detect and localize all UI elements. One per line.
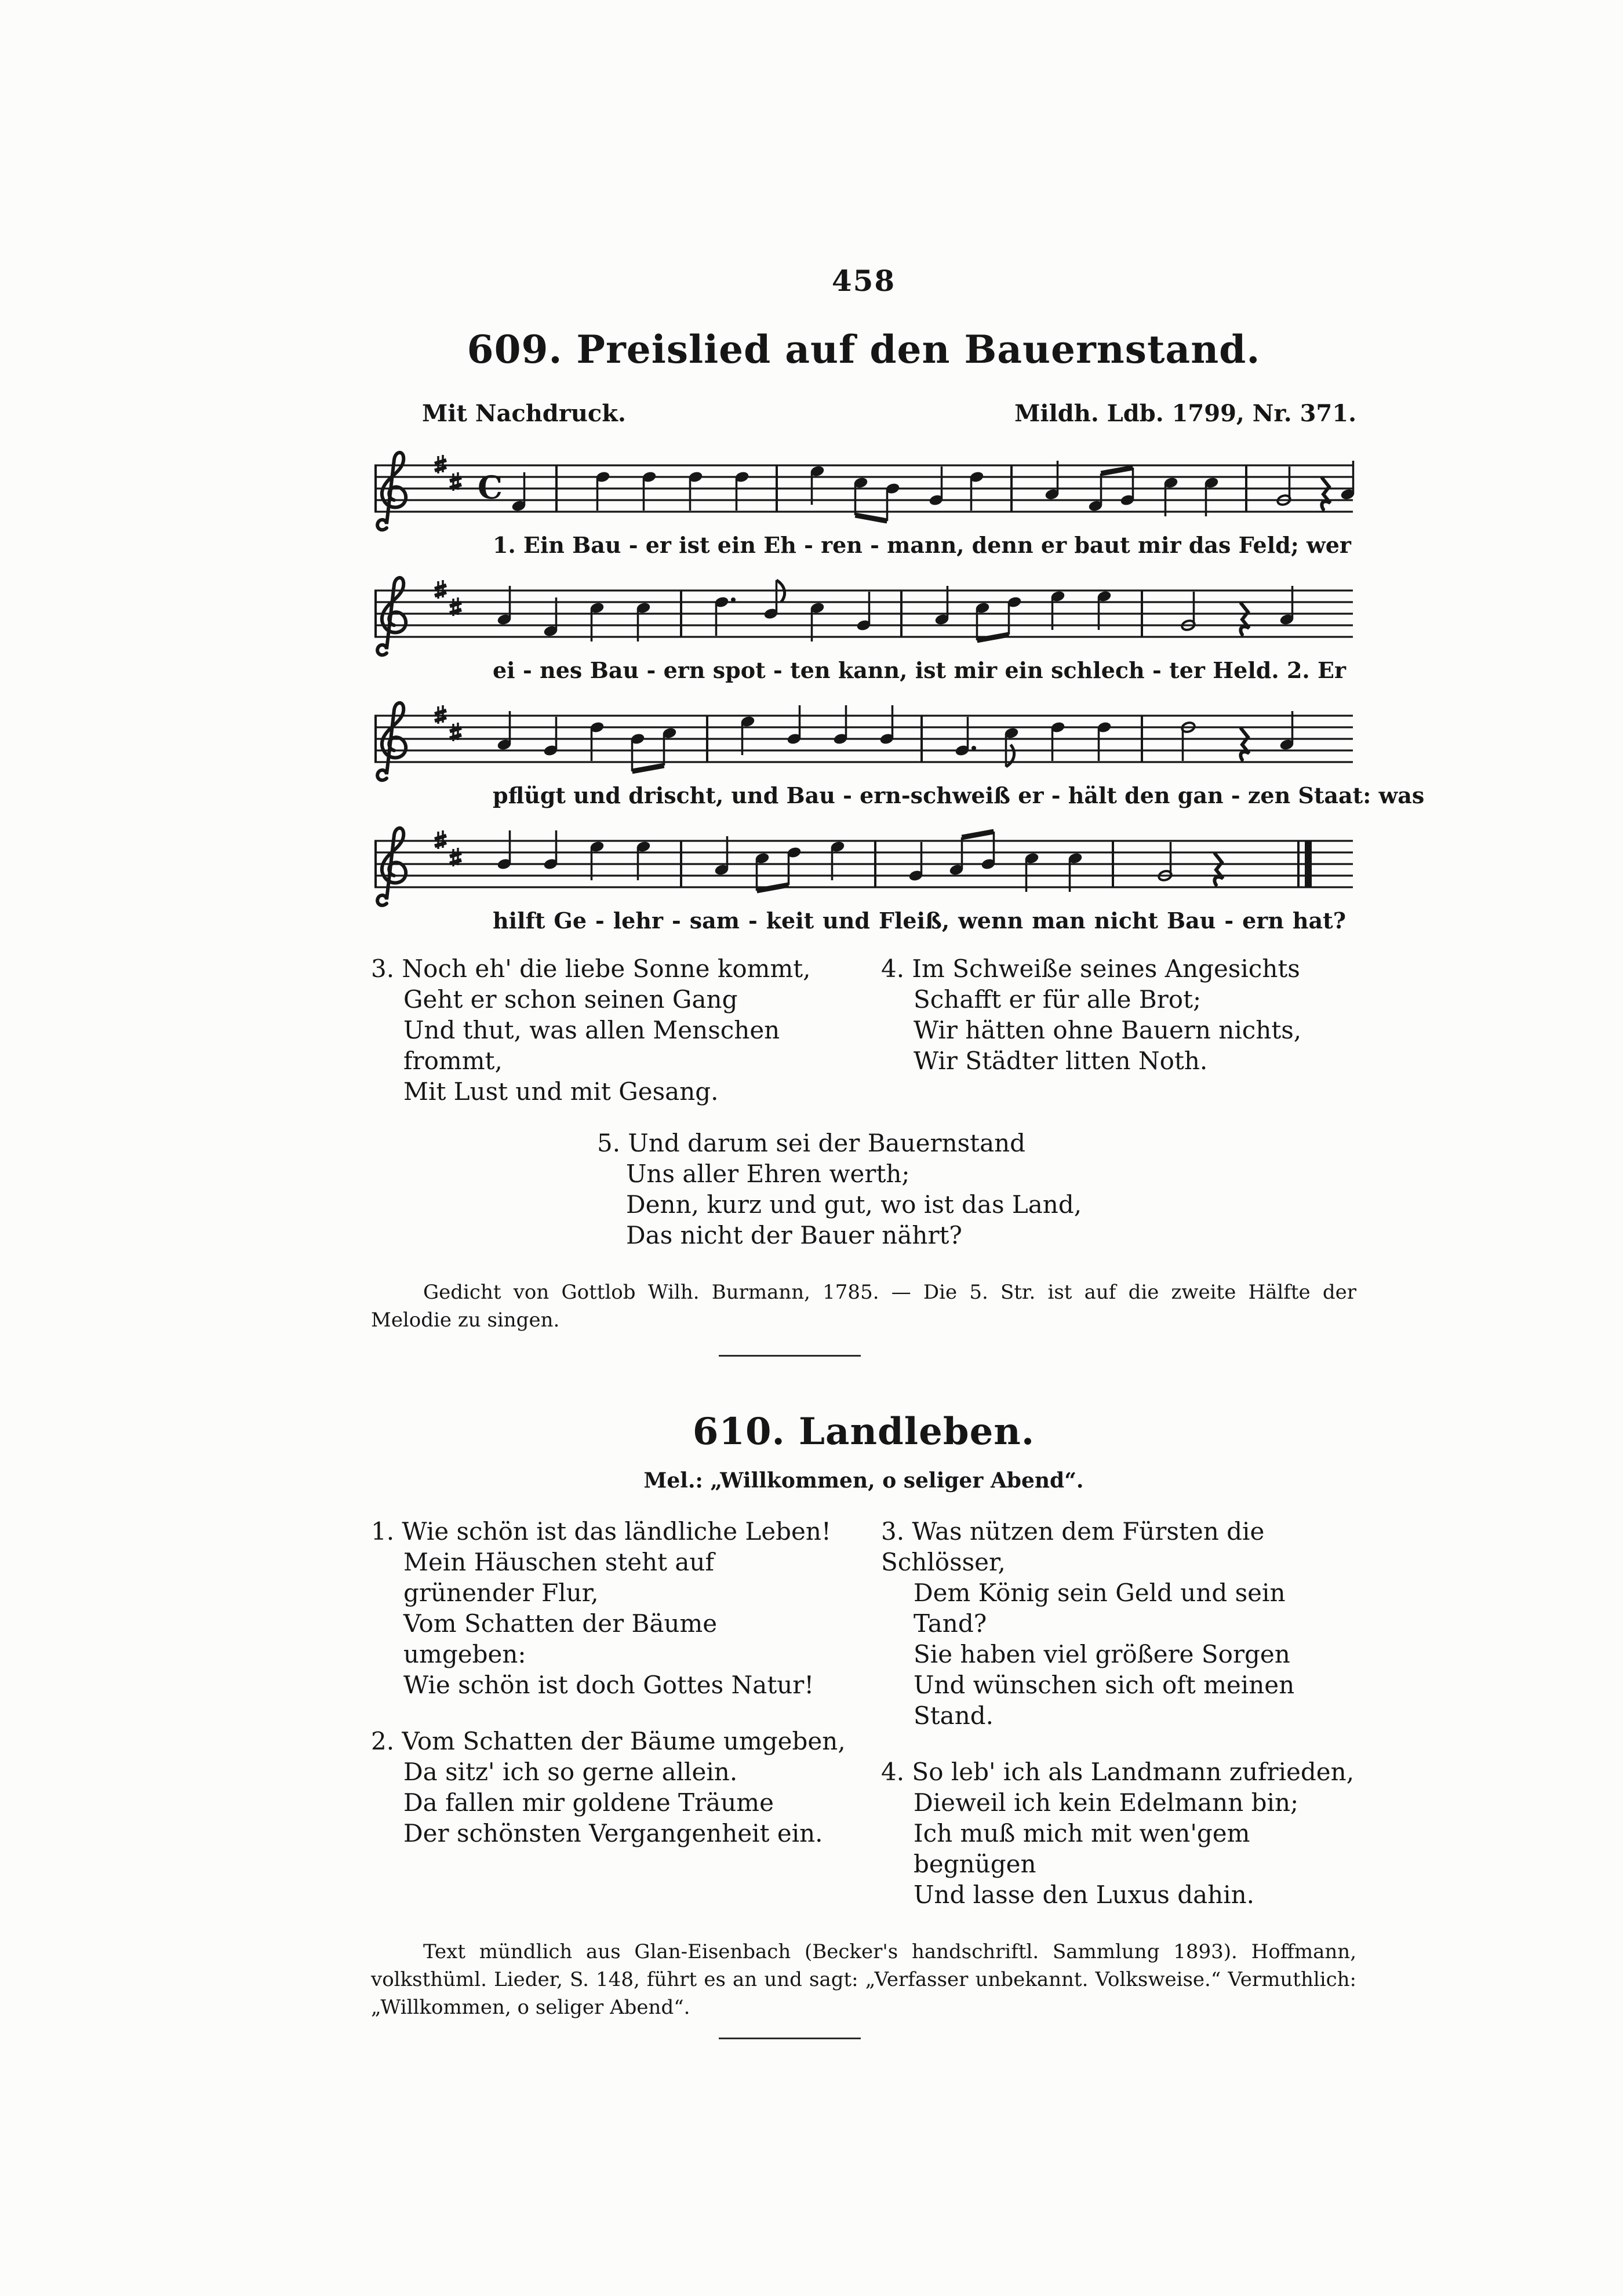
verse-line: Der schönsten Vergangenheit ein. <box>403 1819 823 1847</box>
verse-column-left <box>371 953 846 1107</box>
music-notation <box>371 441 1425 936</box>
page-content <box>371 0 1425 2039</box>
footnote-line: volksthüml. Lieder, S. 148, führt es an und sagt: „Verfasser unbekannt. Volksweise.“ Vermuthlich: <box>371 1968 1356 1991</box>
verse-line: Denn, kurz und gut, wo ist das Land, <box>626 1190 1082 1219</box>
music-staff <box>371 691 1356 783</box>
footnote-line: Gedicht von Gottlob Wilh. Burmann, 1785. — Die 5. Str. ist auf die zweite Hälfte der <box>423 1281 1356 1304</box>
verses-610-row <box>371 1516 1356 1910</box>
verse-line: Und wünschen sich oft meinen Stand. <box>914 1671 1295 1730</box>
song-609-title: 609. Preislied auf den Bauernstand. <box>467 327 1261 372</box>
page-number: 458 <box>831 264 896 298</box>
lyrics-line: pflügt und drischt, und Bau - ern-schweiß er - hält den gan - zen Staat: was <box>493 782 1425 808</box>
verse-line: Uns aller Ehren werth; <box>626 1160 910 1188</box>
verse-line: 4. Im Schweiße seines Angesichts <box>881 954 1300 983</box>
music-system <box>371 441 1356 560</box>
verse-line: 5. Und darum sei der Bauernstand <box>597 1129 1026 1157</box>
lyrics-line: hilft Ge - lehr - sam - keit und Fleiß, wenn man nicht Bau - ern hat? <box>493 908 1346 934</box>
svg-text:C: C <box>478 469 503 506</box>
music-system <box>371 691 1425 811</box>
verse-line: 3. Noch eh' die liebe Sonne kommt, <box>371 954 811 983</box>
music-staff <box>371 566 1356 658</box>
verse-1 <box>371 1516 846 1700</box>
verse-line: Und lasse den Luxus dahin. <box>914 1880 1254 1909</box>
footnote-line: Text mündlich aus Glan-Eisenbach (Becker's handschriftl. Sammlung 1893). Hoffmann, <box>423 1940 1356 1963</box>
verse-line: Wie schön ist doch Gottes Natur! <box>403 1671 814 1699</box>
verse-4 <box>881 1756 1356 1910</box>
tempo-marking: Mit Nachdruck. <box>422 400 626 427</box>
verse-line: Dem König sein Geld und sein Tand? <box>914 1579 1286 1638</box>
music-staff <box>371 441 1356 533</box>
footnote-610 <box>371 1938 1356 2021</box>
verse-3 <box>881 1516 1356 1731</box>
section-divider <box>719 1355 861 1357</box>
bottom-divider <box>719 2038 861 2039</box>
footnote-line: „Willkommen, o seliger Abend“. <box>371 1996 690 2019</box>
verse-2 <box>371 1726 846 1849</box>
music-system <box>371 566 1356 686</box>
verse-line: Wir Städter litten Noth. <box>914 1047 1208 1075</box>
verse-line: Wir hätten ohne Bauern nichts, <box>914 1016 1302 1044</box>
verse-line: Und thut, was allen Menschen frommt, <box>403 1016 780 1075</box>
verse-line: 3. Was nützen dem Fürsten die Schlösser, <box>881 1517 1265 1576</box>
footnote-609 <box>371 1278 1356 1334</box>
verse-line: Da fallen mir goldene Träume <box>403 1788 774 1817</box>
footnote-line: Melodie zu singen. <box>371 1309 560 1332</box>
verse-line: 1. Wie schön ist das ländliche Leben! <box>371 1517 831 1546</box>
verse-column-left <box>371 1516 846 1910</box>
verse-line: Sie haben viel größere Sorgen <box>914 1640 1290 1668</box>
song-610-title: 610. Landleben. <box>692 1410 1035 1453</box>
verse-line: Da sitz' ich so gerne allein. <box>403 1758 738 1786</box>
music-staff <box>371 817 1356 908</box>
verse-column-right <box>881 953 1356 1107</box>
verse-line: Das nicht der Bauer nährt? <box>626 1221 962 1249</box>
verse-line: Ich muß mich mit wen'gem begnügen <box>914 1819 1250 1878</box>
verse-line: 2. Vom Schatten der Bäume umgeben, <box>371 1727 846 1755</box>
verse-4 <box>881 953 1356 1076</box>
verse-5 <box>597 1128 1356 1251</box>
verse-column-right <box>881 1516 1356 1910</box>
source-attribution: Mildh. Ldb. 1799, Nr. 371. <box>1014 400 1356 427</box>
verse-line: Schafft er für alle Brot; <box>914 985 1202 1014</box>
verse-line: Mein Häuschen steht auf grünender Flur, <box>403 1548 714 1607</box>
melody-reference: Mel.: „Willkommen, o seliger Abend“. <box>643 1468 1084 1493</box>
verse-line: Mit Lust und mit Gesang. <box>403 1077 719 1106</box>
lyrics-line: 1. Ein Bau - er ist ein Eh - ren - mann, denn er baut mir das Feld; wer <box>493 532 1351 558</box>
verse-3 <box>371 953 846 1107</box>
verse-line: Geht er schon seinen Gang <box>403 985 738 1014</box>
lyrics-line: ei - nes Bau - ern spot - ten kann, ist mir ein schlech - ter Held. 2. Er <box>493 657 1346 683</box>
verse-line: Vom Schatten der Bäume umgeben: <box>403 1609 718 1668</box>
verse-line: 4. So leb' ich als Landmann zufrieden, <box>881 1758 1355 1786</box>
verses-609-row <box>371 953 1356 1107</box>
music-system <box>371 817 1356 936</box>
verse-line: Dieweil ich kein Edelmann bin; <box>914 1788 1299 1817</box>
song-609-header <box>371 400 1356 427</box>
